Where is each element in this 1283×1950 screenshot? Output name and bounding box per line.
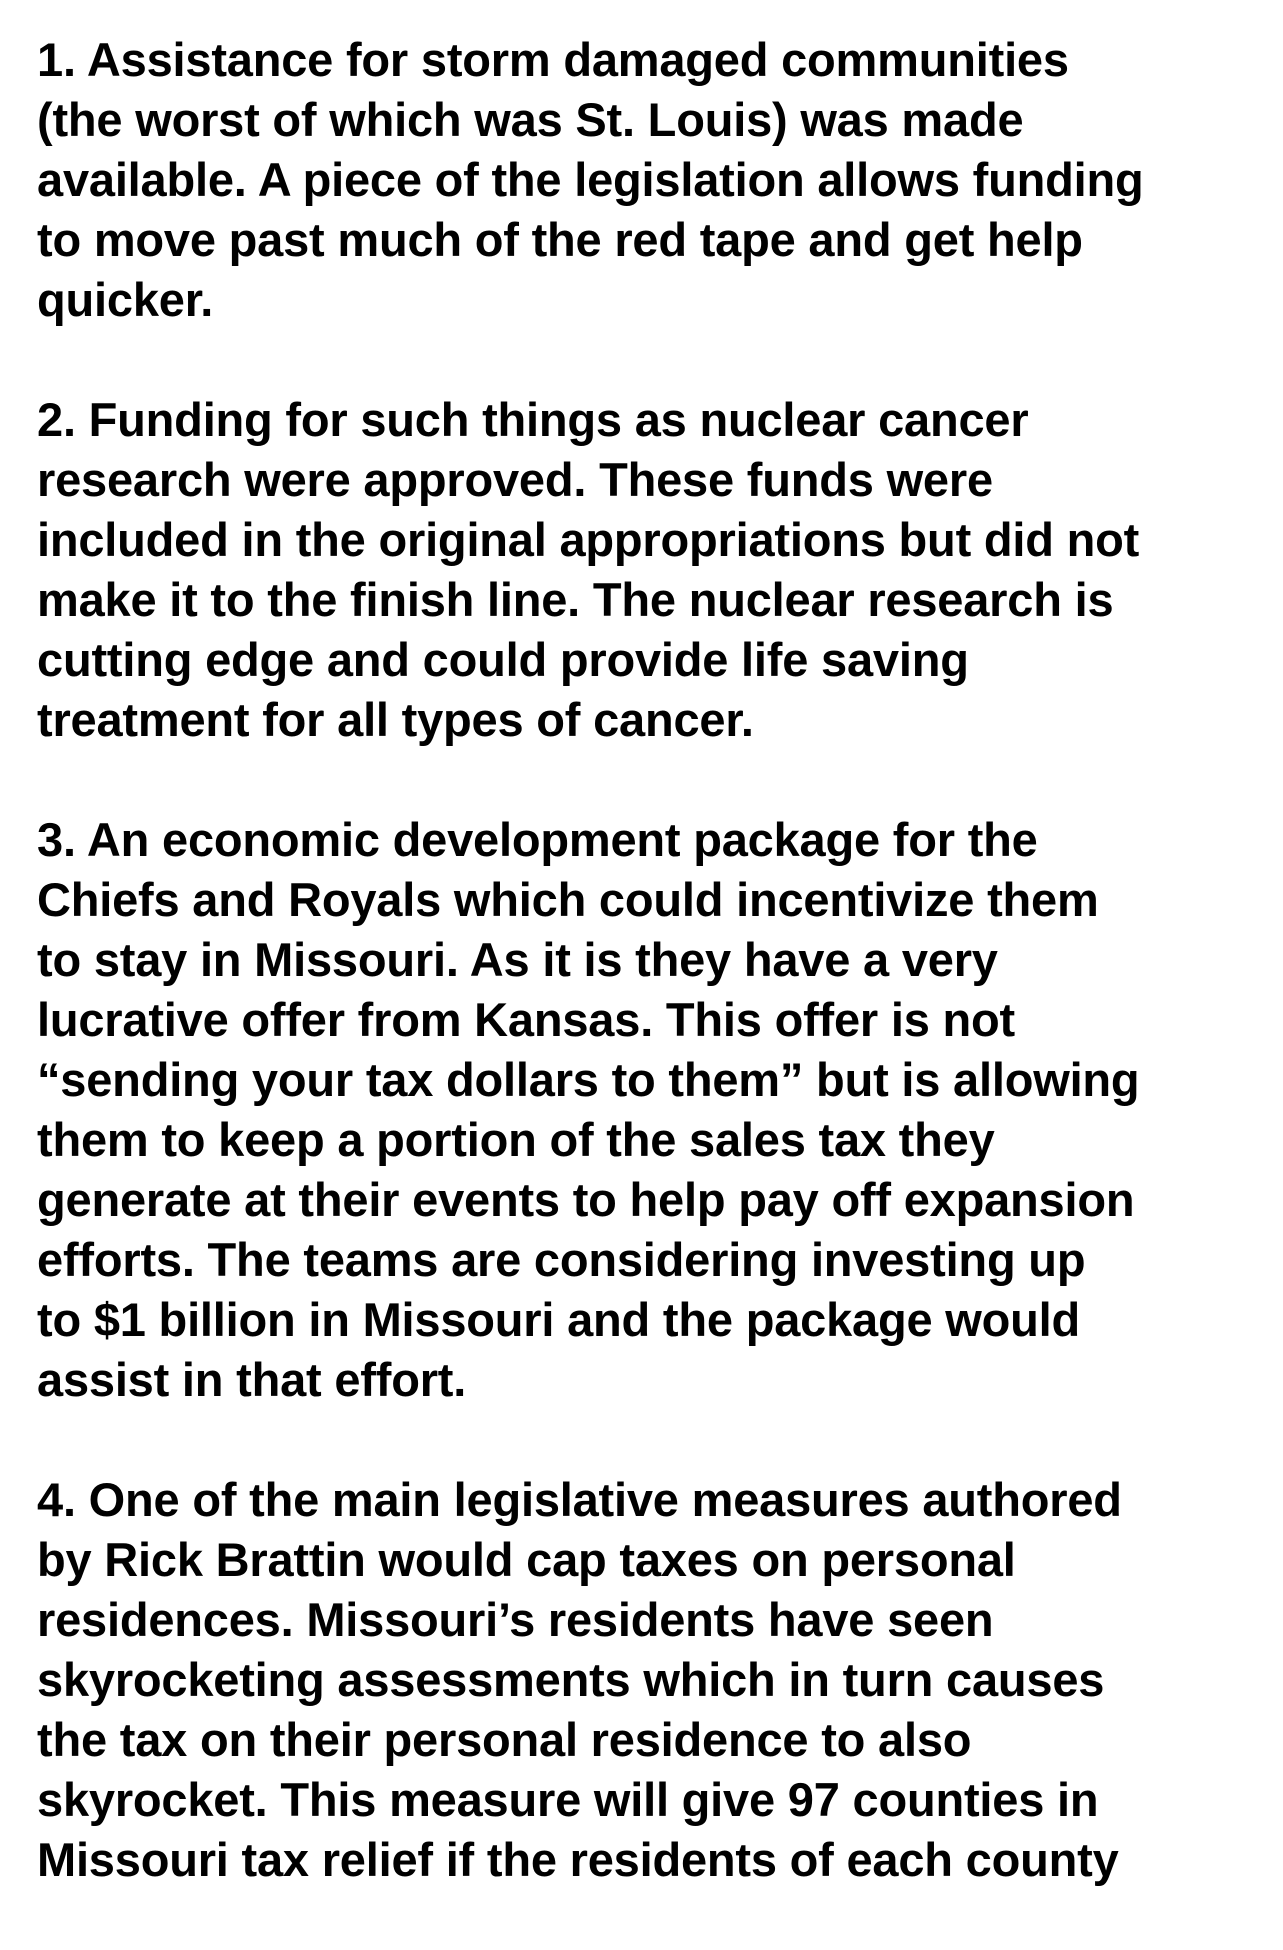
text-line: included in the original appropriations but did not (37, 513, 1140, 566)
text-line: treatment for all types of cancer. (37, 693, 754, 746)
text-line: Chiefs and Royals which could incentivize them (37, 873, 1099, 926)
text-line: assist in that effort. (37, 1353, 467, 1406)
text-line: by Rick Brattin would cap taxes on personal (37, 1533, 1016, 1586)
text-line: generate at their events to help pay off expansion (37, 1173, 1135, 1226)
text-line: residences. Missouri’s residents have seen (37, 1593, 994, 1646)
text-line: cutting edge and could provide life saving (37, 633, 969, 686)
text-line: 2. Funding for such things as nuclear cancer (37, 393, 1029, 446)
text-line: efforts. The teams are considering investing up (37, 1233, 1086, 1286)
text-line: research were approved. These funds were (37, 453, 993, 506)
paragraph-4 (37, 1470, 1262, 1890)
text-line: quicker. (37, 273, 214, 326)
text-line: (the worst of which was St. Louis) was made (37, 93, 1024, 146)
text-line: lucrative offer from Kansas. This offer is not (37, 993, 1016, 1046)
text-line: 1. Assistance for storm damaged communities (37, 33, 1069, 86)
text-line: 3. An economic development package for the (37, 813, 1038, 866)
text-line: Missouri tax relief if the residents of each county (37, 1833, 1119, 1886)
text-line: “sending your tax dollars to them” but is allowing (37, 1053, 1140, 1106)
text-line: skyrocket. This measure will give 97 counties in (37, 1773, 1099, 1826)
text-line: them to keep a portion of the sales tax they (37, 1113, 995, 1166)
document-body (37, 30, 1262, 1950)
text-line: the tax on their personal residence to also (37, 1713, 972, 1766)
paragraph-1 (37, 30, 1262, 330)
text-line: to move past much of the red tape and get help (37, 213, 1083, 266)
paragraph-3 (37, 810, 1262, 1410)
text-line: to stay in Missouri. As it is they have a very (37, 933, 998, 986)
text-line: available. A piece of the legislation allows funding (37, 153, 1144, 206)
text-line: skyrocketing assessments which in turn causes (37, 1653, 1105, 1706)
text-line: 4. One of the main legislative measures authored (37, 1473, 1122, 1526)
text-line: to $1 billion in Missouri and the package would (37, 1293, 1081, 1346)
paragraph-2 (37, 390, 1262, 750)
text-line: make it to the finish line. The nuclear research is (37, 573, 1114, 626)
